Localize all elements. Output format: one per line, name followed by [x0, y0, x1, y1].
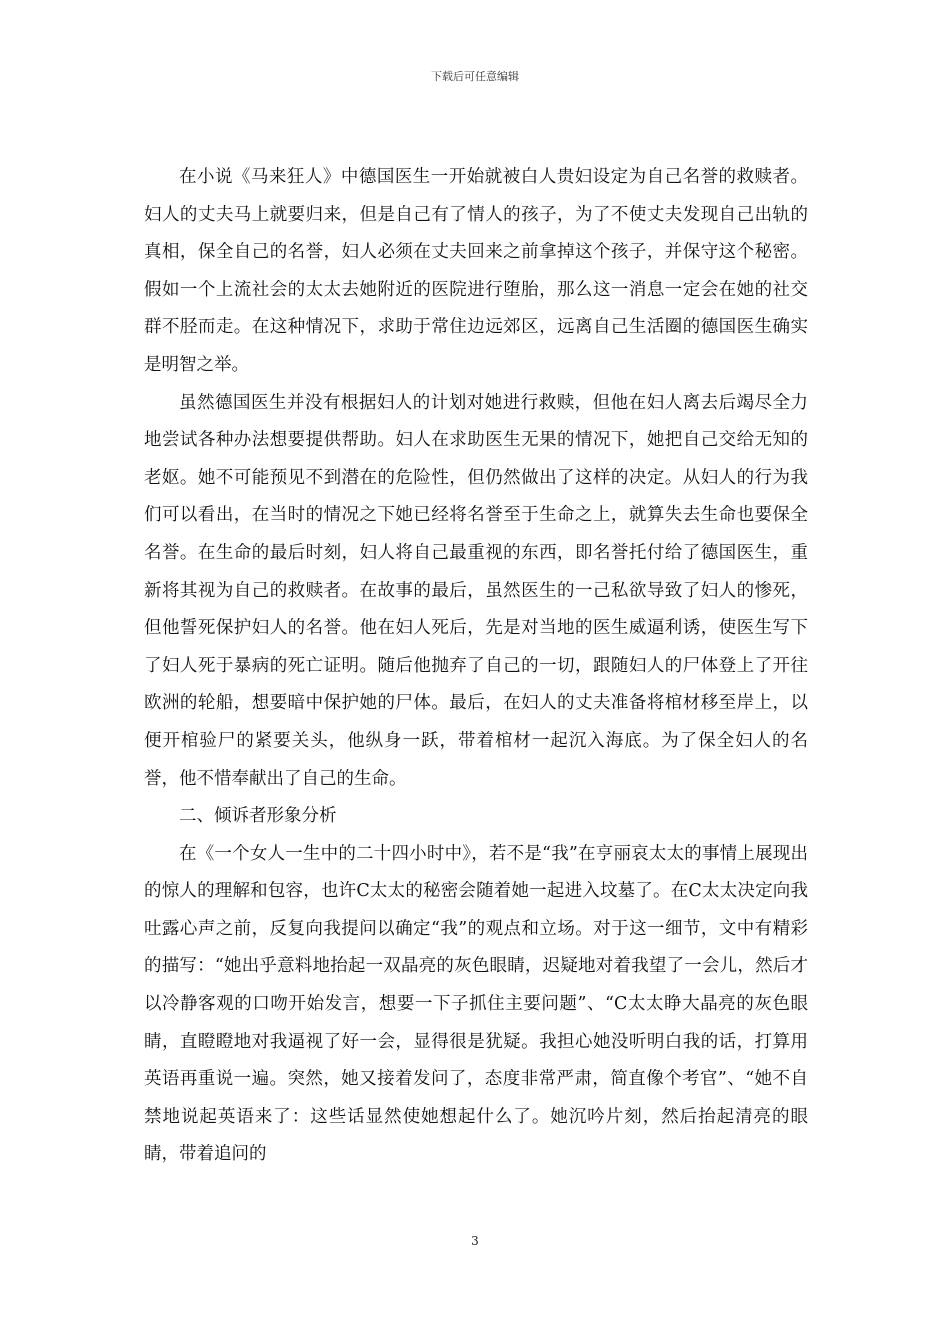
paragraph: 虽然德国医生并没有根据妇人的计划对她进行救赎，但他在妇人离去后竭尽全力地尝试各种办法想要提供帮助。妇人在求助医生无果的情况下，她把自己交给无知的老妪。她不可能预见不到潜在的危险性，但仍然做出了这样的决定。从妇人的行为我们可以看出，在当时的情况之下她已经将名誉至于生命之上，就算失去生命也要保全名誉。在生命的最后时刻，妇人将自己最重视的东西，即名誉托付给了德国医生，重新将其视为自己的救赎者。在故事的最后，虽然医生的一己私欲导致了妇人的惨死，但他誓死保护妇人的名誉。他在妇人死后，先是对当地的医生威逼利诱，使医生写下了妇人死于暴病的死亡证明。随后他抛弃了自己的一切，跟随妇人的尸体登上了开往欧洲的轮船，想要暗中保护她的尸体。最后，在妇人的丈夫准备将棺材移至岸上，以便开棺验尸的紧要关头，他纵身一跃，带着棺材一起沉入海底。为了保全妇人的名誉，他不惜奉献出了自己的生命。 — [144, 392, 808, 789]
paragraph: 在《一个女人一生中的二十四小时中》，若不是“我”在亨丽哀太太的事情上展现出的惊人的理解和包容，也许C太太的秘密会随着她一起进入坟墓了。在C太太决定向我吐露心声之前，反复向我提问以确定“我”的观点和立场。对于这一细节，文中有精彩的描写：“她出乎意料地抬起一双晶亮的灰色眼睛，迟疑地对着我望了一会儿，然后才以冷静客观的口吻开始发言，想要一下子抓住主要问题”、“C太太睁大晶亮的灰色眼睛，直瞪瞪地对我逼视了好一会，显得很是犹疑。我担心她没听明白我的话，打算用英语再重说一遍。突然，她又接着发问了，态度非常严肃，简直像个考官”、“她不自禁地说起英语来了：这些话显然使她想起什么了。她沉吟片刻，然后抬起清亮的眼睛，带着追问的 — [144, 843, 808, 1165]
section-heading: 二、倾诉者形象分析 — [179, 806, 337, 827]
document-body — [144, 159, 808, 1174]
page-header: 下载后可任意编辑 — [431, 70, 519, 83]
page-number: 3 — [471, 1234, 479, 1248]
paragraph: 在小说《马来狂人》中德国医生一开始就被白人贵妇设定为自己名誉的救赎者。妇人的丈夫马上就要归来，但是自己有了情人的孩子，为了不使丈夫发现自己出轨的真相，保全自己的名誉，妇人必须在丈夫回来之前拿掉这个孩子，并保守这个秘密。假如一个上流社会的太太去她附近的医院进行堕胎，那么这一消息一定会在她的社交群不胫而走。在这种情况下，求助于常住边远郊区，远离自己生活圈的德国医生确实是明智之举。 — [144, 167, 808, 375]
